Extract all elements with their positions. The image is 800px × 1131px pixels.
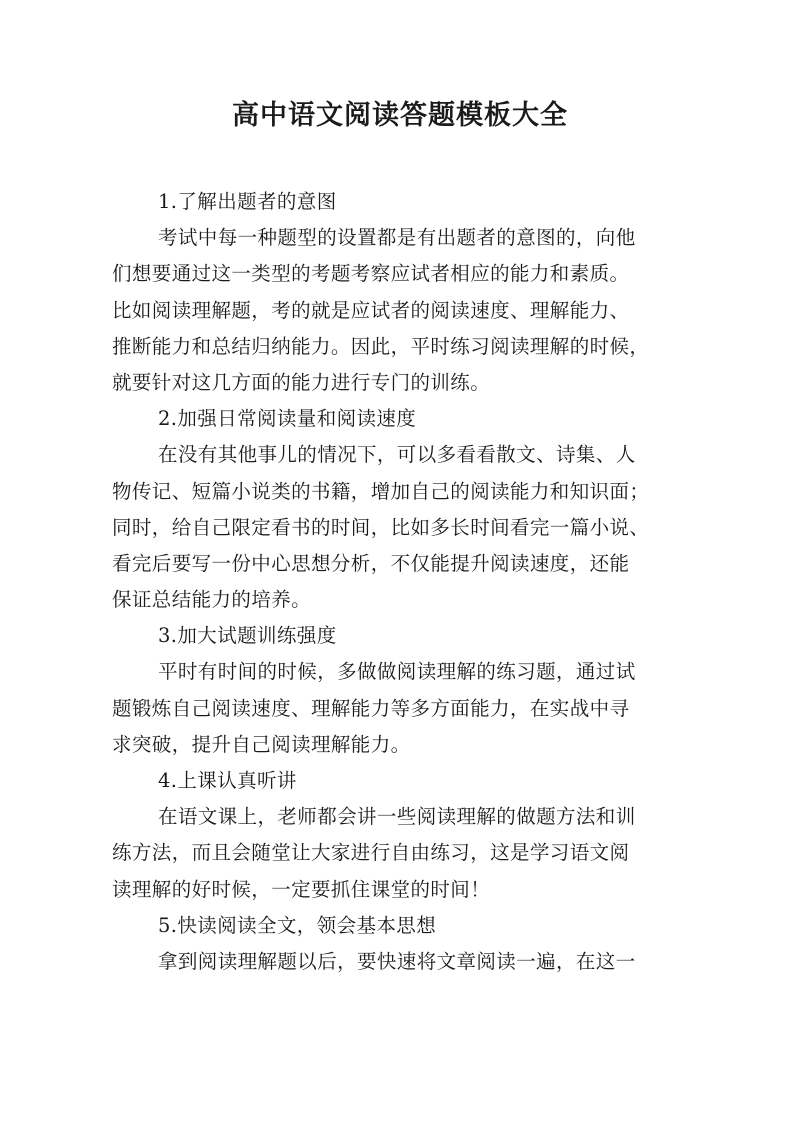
paragraph-line: 题锻炼自己阅读速度、理解能力等多方面能力，在实战中寻 bbox=[112, 696, 630, 720]
paragraph-line: 同时，给自己限定看书的时间，比如多长时间看完一篇小说、 bbox=[112, 515, 650, 539]
document-title: 高中语文阅读答题模板大全 bbox=[232, 100, 568, 131]
paragraph-line: 保证总结能力的培养。 bbox=[112, 588, 312, 612]
paragraph-line: 拿到阅读理解题以后，要快速将文章阅读一遍，在这一 bbox=[158, 949, 636, 973]
section-heading: 2.加强日常阅读量和阅读速度 bbox=[158, 407, 417, 431]
paragraph-line: 推断能力和总结归纳能力。因此，平时练习阅读理解的时候， bbox=[112, 334, 650, 358]
paragraph-line: 看完后要写一份中心思想分析，不仅能提升阅读速度，还能 bbox=[112, 551, 630, 575]
paragraph-line: 练方法，而且会随堂让大家进行自由练习，这是学习语文阅 bbox=[112, 841, 630, 865]
section-heading: 1.了解出题者的意图 bbox=[158, 190, 337, 213]
paragraph-line: 在语文课上，老师都会讲一些阅读理解的做题方法和训 bbox=[158, 805, 636, 829]
paragraph-line: 求突破，提升自己阅读理解能力。 bbox=[112, 732, 411, 756]
paragraph-line: 在没有其他事儿的情况下，可以多看看散文、诗集、人 bbox=[158, 443, 636, 467]
section-heading: 4.上课认真听讲 bbox=[158, 769, 297, 792]
paragraph-line: 平时有时间的时候，多做做阅读理解的练习题，通过试 bbox=[158, 660, 636, 684]
paragraph-line: 考试中每一种题型的设置都是有出题者的意图的，向他 bbox=[158, 226, 636, 250]
paragraph-line: 比如阅读理解题，考的就是应试者的阅读速度、理解能力、 bbox=[112, 298, 630, 322]
paragraph-line: 就要针对这几方面的能力进行专门的训练。 bbox=[112, 370, 491, 394]
section-heading: 3.加大试题训练强度 bbox=[158, 624, 337, 648]
document-body bbox=[112, 184, 690, 980]
section-heading: 5.快读阅读全文，领会基本思想 bbox=[158, 913, 437, 937]
paragraph-line: 读理解的好时候，一定要抓住课堂的时间！ bbox=[112, 877, 491, 901]
paragraph-line: 物传记、短篇小说类的书籍，增加自己的阅读能力和知识面； bbox=[112, 479, 650, 503]
paragraph-line: 们想要通过这一类型的考题考察应试者相应的能力和素质。 bbox=[112, 262, 630, 286]
